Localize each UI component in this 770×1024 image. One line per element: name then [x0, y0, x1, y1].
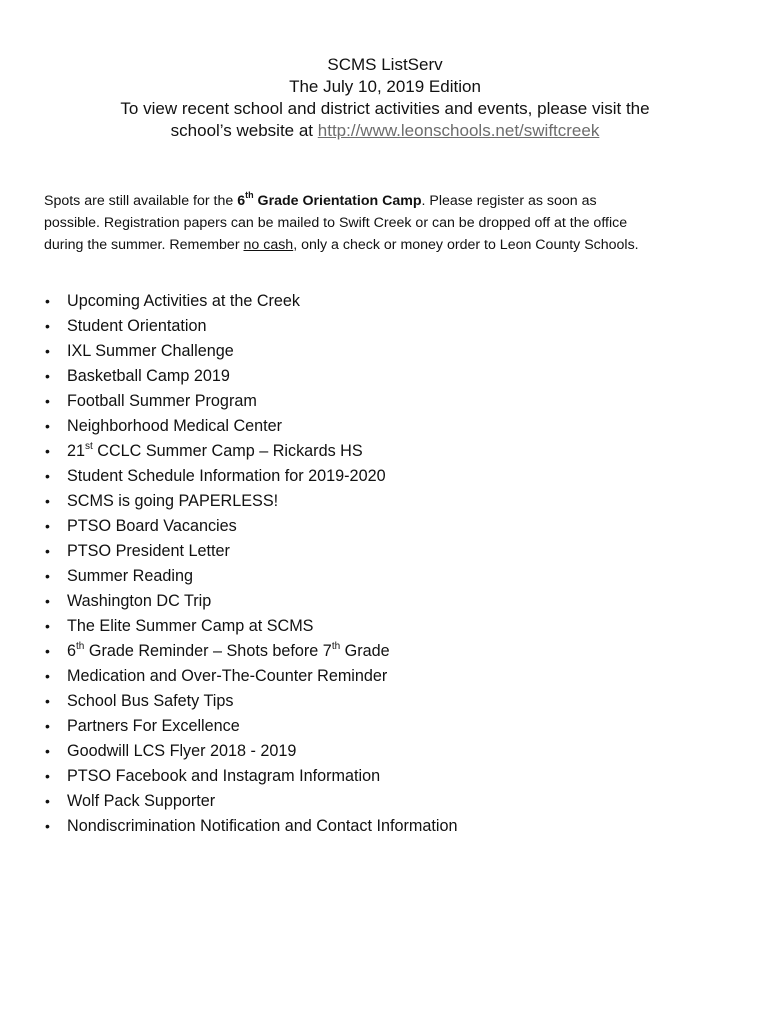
intro-line-1: [44, 190, 734, 212]
newsletter-title: SCMS ListServ: [327, 55, 443, 74]
list-item: [44, 714, 458, 739]
list-item-label: Football Summer Program: [67, 392, 257, 410]
visit-text-line1: To view recent school and district activities and events, please visit the: [120, 99, 650, 118]
list-item: [44, 439, 458, 464]
bullet-icon: •: [45, 743, 50, 759]
list-item-label: School Bus Safety Tips: [67, 692, 234, 710]
list-item-label: Partners For Excellence: [67, 717, 240, 735]
bullet-icon: •: [45, 468, 50, 484]
list-item: [44, 639, 458, 664]
list-item-label: Summer Reading: [67, 567, 193, 585]
list-item: [44, 339, 458, 364]
bullet-icon: •: [45, 393, 50, 409]
superscript: th: [76, 640, 85, 652]
no-cash-emphasis: no cash: [243, 237, 294, 253]
label-part: Grade Reminder – Shots before 7: [84, 642, 332, 660]
bullet-icon: •: [45, 718, 50, 734]
bullet-icon: •: [45, 768, 50, 784]
bullet-icon: •: [45, 493, 50, 509]
camp-name-text: Grade Orientation Camp: [253, 193, 422, 209]
list-item: [44, 589, 458, 614]
list-item-label: The Elite Summer Camp at SCMS: [67, 617, 314, 635]
list-item: [44, 389, 458, 414]
list-item: [44, 789, 458, 814]
topics-list: [44, 289, 458, 839]
visit-text-prefix: school’s website at: [170, 121, 318, 140]
bullet-icon: •: [45, 318, 50, 334]
bullet-icon: •: [45, 568, 50, 584]
list-item: [44, 539, 458, 564]
list-item: [44, 814, 458, 839]
list-item: [44, 364, 458, 389]
label-part: Grade: [340, 642, 390, 660]
list-item: [44, 464, 458, 489]
list-item-label: Student Schedule Information for 2019-2020: [67, 467, 386, 485]
list-item: [44, 664, 458, 689]
superscript: st: [85, 440, 93, 452]
intro-text: , only a check or money order to Leon County Schools.: [293, 237, 639, 253]
bullet-icon: •: [45, 793, 50, 809]
label-part: CCLC Summer Camp – Rickards HS: [92, 442, 363, 460]
list-item-label: Washington DC Trip: [67, 592, 212, 610]
label-part: 21: [67, 442, 86, 460]
bullet-icon: •: [45, 693, 50, 709]
list-item-label: SCMS is going PAPERLESS!: [67, 492, 279, 510]
list-item: [44, 764, 458, 789]
list-item-label: PTSO Facebook and Instagram Information: [67, 767, 381, 785]
list-item-label: [67, 442, 363, 460]
list-item-label: Basketball Camp 2019: [67, 367, 230, 385]
list-item-label: Goodwill LCS Flyer 2018 - 2019: [67, 742, 297, 760]
superscript: th: [331, 640, 341, 652]
list-item-label: Medication and Over-The-Counter Reminder: [67, 667, 388, 685]
label-part: 6: [67, 642, 77, 660]
camp-name: [237, 190, 422, 209]
list-item-label: PTSO President Letter: [67, 542, 230, 560]
list-item: [44, 489, 458, 514]
list-item-label: Neighborhood Medical Center: [67, 417, 283, 435]
list-item: [44, 739, 458, 764]
list-item: [44, 514, 458, 539]
bullet-icon: •: [45, 418, 50, 434]
bullet-icon: •: [45, 343, 50, 359]
list-item-label: Nondiscrimination Notification and Contact Information: [67, 817, 458, 835]
school-website-link[interactable]: http://www.leonschools.net/swiftcreek: [317, 121, 600, 140]
intro-line-3: [44, 234, 734, 256]
bullet-icon: •: [45, 668, 50, 684]
intro-text: . Please register as soon as: [421, 193, 597, 209]
edition-date: The July 10, 2019 Edition: [289, 77, 481, 96]
list-item-label: IXL Summer Challenge: [67, 342, 234, 360]
bullet-icon: •: [45, 518, 50, 534]
superscript: th: [245, 190, 254, 201]
list-item: [44, 289, 458, 314]
bullet-icon: •: [45, 818, 50, 834]
list-item: [44, 314, 458, 339]
list-item: [44, 414, 458, 439]
bullet-icon: •: [45, 593, 50, 609]
list-item-label: [67, 642, 390, 660]
bullet-icon: •: [45, 543, 50, 559]
list-item: [44, 689, 458, 714]
list-item: [44, 564, 458, 589]
intro-text: during the summer. Remember: [44, 237, 244, 253]
list-item: [44, 614, 458, 639]
newsletter-header: [0, 54, 770, 142]
bullet-icon: •: [45, 618, 50, 634]
camp-grade-number: 6: [237, 193, 246, 209]
orientation-camp-paragraph: [44, 190, 734, 256]
bullet-icon: •: [45, 643, 50, 659]
visit-text-line2: [0, 120, 770, 142]
list-item-label: Student Orientation: [67, 317, 207, 335]
list-item-label: Wolf Pack Supporter: [67, 792, 216, 810]
bullet-icon: •: [45, 293, 50, 309]
bullet-icon: •: [45, 443, 50, 459]
intro-text: Spots are still available for the: [44, 193, 238, 209]
list-item-label: PTSO Board Vacancies: [67, 517, 237, 535]
list-item-label: Upcoming Activities at the Creek: [67, 292, 301, 310]
bullet-icon: •: [45, 368, 50, 384]
intro-line-2: possible. Registration papers can be mailed to Swift Creek or can be dropped off at the office: [44, 215, 628, 231]
